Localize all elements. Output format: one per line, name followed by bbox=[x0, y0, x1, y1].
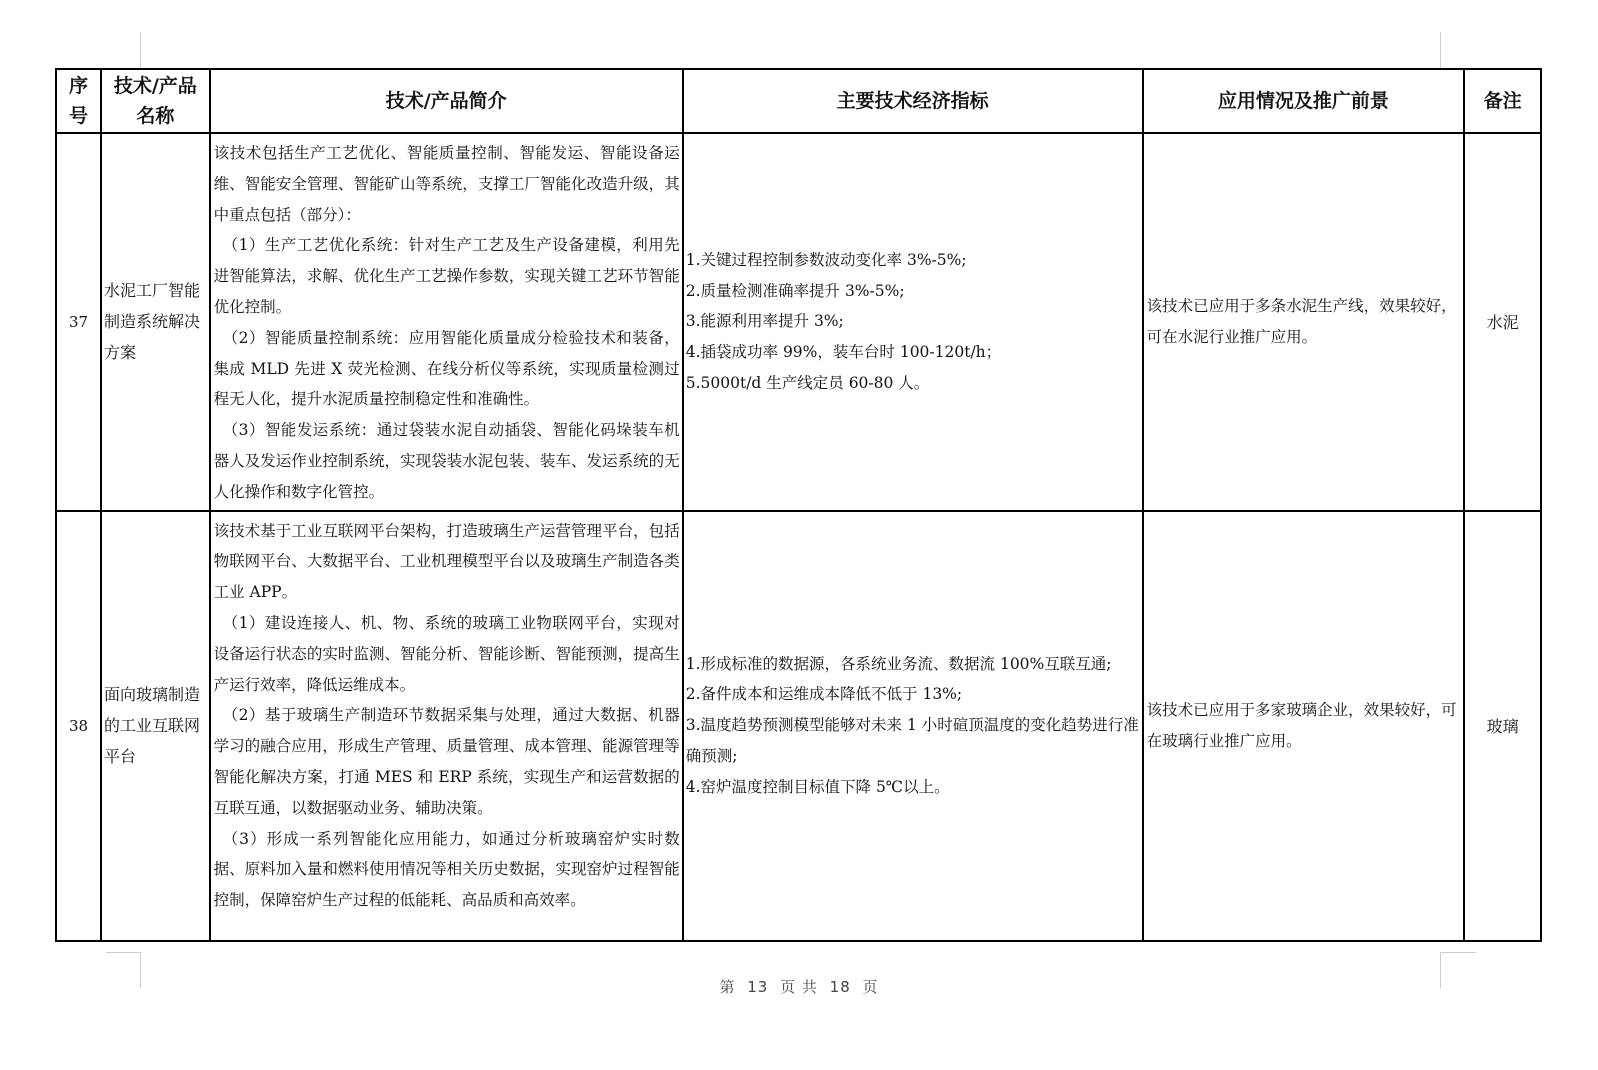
header-metrics: 主要技术经济指标 bbox=[683, 69, 1143, 133]
application-prospect: 该技术已应用于多家玻璃企业，效果较好，可在玻璃行业推广应用。 bbox=[1143, 511, 1465, 941]
crop-mark-bottom-right-h bbox=[1440, 952, 1476, 953]
product-name: 面向玻璃制造的工业互联网平台 bbox=[101, 511, 210, 941]
total-page-number: 18 bbox=[829, 978, 851, 996]
header-note: 备注 bbox=[1464, 69, 1541, 133]
crop-mark-bottom-left-h bbox=[106, 952, 142, 953]
header-intro: 技术/产品简介 bbox=[210, 69, 683, 133]
table-header-row bbox=[56, 69, 1541, 133]
row-number: 38 bbox=[56, 511, 101, 941]
crop-mark-top-left bbox=[140, 32, 141, 68]
page-footer bbox=[0, 976, 1598, 997]
footer-middle: 页 共 bbox=[780, 978, 818, 996]
product-intro bbox=[210, 133, 683, 511]
intro-paragraph: 该技术基于工业互联网平台架构，打造玻璃生产运营管理平台，包括物联网平台、大数据平台、工业机理模型平台以及玻璃生产制造各类工业 APP。 bbox=[213, 521, 680, 602]
intro-paragraph: （1）生产工艺优化系统：针对生产工艺及生产设备建模，利用先进智能算法，求解、优化生产工艺操作参数，实现关键工艺环节智能优化控制。 bbox=[213, 236, 680, 316]
metric-item: 5.5000t/d 生产线定员 60-80 人。 bbox=[685, 373, 930, 392]
row-number: 37 bbox=[56, 133, 101, 511]
metric-item: 1.关键过程控制参数波动变化率 3%-5%; bbox=[685, 250, 967, 269]
product-intro bbox=[210, 511, 683, 941]
metric-item: 3.能源利用率提升 3%; bbox=[685, 312, 844, 331]
metric-item: 1.形成标准的数据源，各系统业务流、数据流 100%互联互通; bbox=[685, 654, 1112, 673]
intro-paragraph: （2）基于玻璃生产制造环节数据采集与处理，通过大数据、机器学习的融合应用，形成生产管理、质量管理、成本管理、能源管理等智能化解决方案，打通 MES 和 ERP 系统，实现生产和运营数据的互联互通，以数据驱动业务、辅助决策。 bbox=[213, 706, 680, 817]
row-note: 玻璃 bbox=[1464, 511, 1541, 941]
header-num: 序 号 bbox=[56, 69, 101, 133]
product-name: 水泥工厂智能制造系统解决方案 bbox=[101, 133, 210, 511]
metric-item: 2.质量检测准确率提升 3%-5%; bbox=[685, 281, 905, 300]
metric-item: 3.温度趋势预测模型能够对未来 1 小时碹顶温度的变化趋势进行准确预测; bbox=[685, 716, 1139, 765]
crop-mark-top-right bbox=[1440, 32, 1441, 68]
intro-paragraph: （1）建设连接人、机、物、系统的玻璃工业物联网平台，实现对设备运行状态的实时监测、智能分析、智能诊断、智能预测，提高生产运行效率，降低运维成本。 bbox=[213, 613, 680, 694]
table-row bbox=[56, 511, 1541, 941]
metric-item: 4.插袋成功率 99%，装车台时 100-120t/h； bbox=[685, 343, 1002, 362]
header-name: 技术/产品 名称 bbox=[101, 69, 210, 133]
technology-table bbox=[55, 68, 1542, 942]
intro-paragraph: 该技术包括生产工艺优化、智能质量控制、智能发运、智能设备运维、智能安全管理、智能矿山等系统，支撑工厂智能化改造升级，其中重点包括（部分）： bbox=[213, 144, 680, 224]
footer-prefix: 第 bbox=[719, 978, 736, 996]
metric-item: 2.备件成本和运维成本降低不低于 13%; bbox=[685, 685, 963, 704]
intro-paragraph: （3）形成一系列智能化应用能力，如通过分析玻璃窑炉实时数据、原料加入量和燃料使用情况等相关历史数据，实现窑炉过程智能控制，保障窑炉生产过程的低能耗、高品质和高效率。 bbox=[213, 829, 680, 910]
key-metrics bbox=[683, 511, 1143, 941]
key-metrics bbox=[683, 133, 1143, 511]
row-note: 水泥 bbox=[1464, 133, 1541, 511]
intro-paragraph: （3）智能发运系统：通过袋装水泥自动插袋、智能化码垛装车机器人及发运作业控制系统，实现袋装水泥包装、装车、发运系统的无人化操作和数字化管控。 bbox=[213, 421, 680, 501]
header-application: 应用情况及推广前景 bbox=[1143, 69, 1465, 133]
footer-suffix: 页 bbox=[862, 978, 879, 996]
current-page-number: 13 bbox=[747, 978, 769, 996]
application-prospect: 该技术已应用于多条水泥生产线，效果较好，可在水泥行业推广应用。 bbox=[1143, 133, 1465, 511]
table-row bbox=[56, 133, 1541, 511]
metric-item: 4.窑炉温度控制目标值下降 5℃以上。 bbox=[685, 777, 950, 796]
intro-paragraph: （2）智能质量控制系统：应用智能化质量成分检验技术和装备，集成 MLD 先进 X 荧光检测、在线分析仪等系统，实现质量检测过程无人化，提升水泥质量控制稳定性和准确性。 bbox=[213, 328, 680, 409]
